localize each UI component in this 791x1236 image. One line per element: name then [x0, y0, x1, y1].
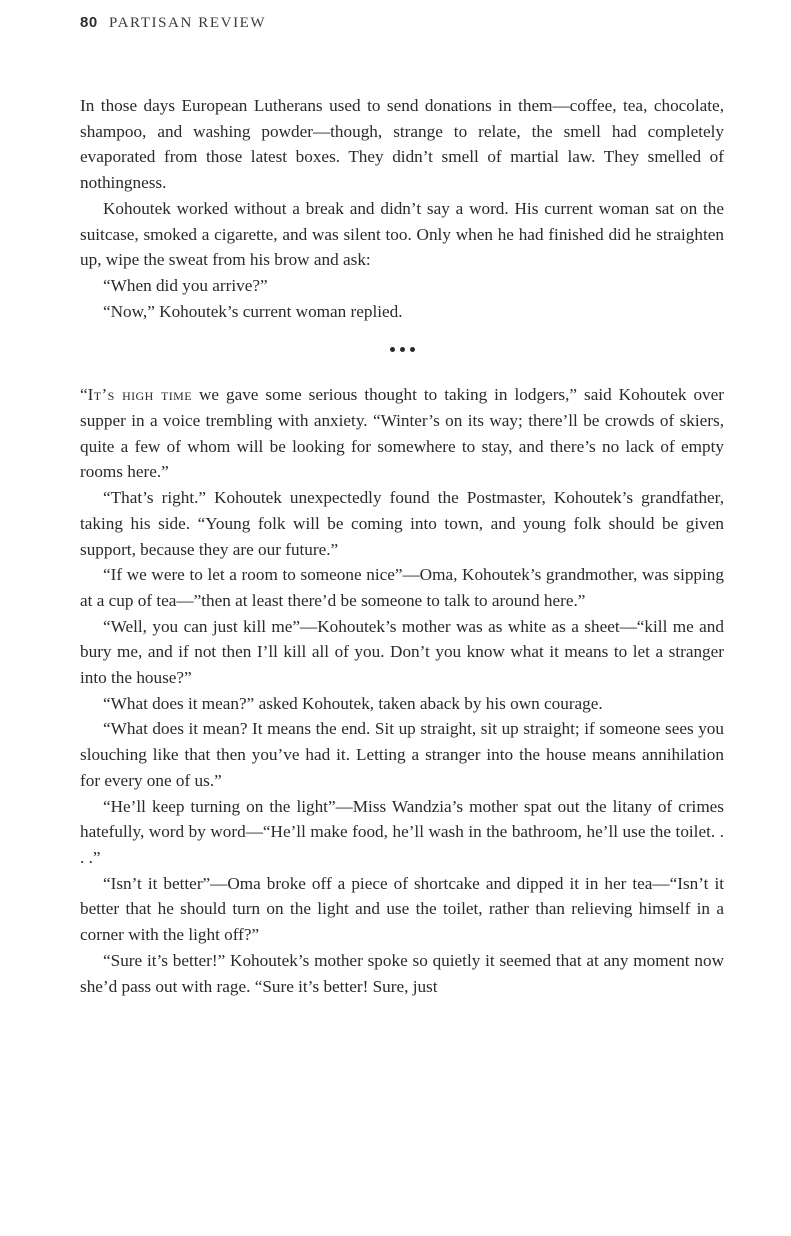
page-number: 80 [80, 14, 98, 31]
opening-text: we gave some serious thought to taking in lodgers,” said Kohoutek over supper in a voice trembling with anxiety. “Winter’s on its way; there’ll be crowds of skiers, quite a few of whom will be looking for somewhere to stay, and there’s no lack of empty rooms here.” [80, 385, 724, 482]
section-break-dot [390, 347, 395, 352]
paragraph: “He’ll keep turning on the light”—Miss Wandzia’s mother spat out the litany of crimes hatefully, word by word—“He’ll make food, he’ll wash in the bathroom, he’ll use the toilet. . . .” [80, 796, 724, 867]
opening-paragraph [80, 382, 724, 485]
paragraph: “Sure it’s better!” Kohoutek’s mother spoke so quietly it seemed that at any moment now she’d pass out with rage. “Sure it’s better! Sure, just [80, 950, 724, 996]
paragraph: Kohoutek worked without a break and didn’t say a word. His current woman sat on the suitcase, smoked a cigarette, and was silent too. Only when he had finished did he straighten up, wipe the sweat from his brow and ask: [80, 198, 724, 270]
paragraph: “Well, you can just kill me”—Kohoutek’s mother was as white as a sheet—“kill me and bury me, and if not then I’ll kill all of you. Don’t you know what it means to let a stranger into the house?” [80, 616, 724, 688]
opening-quote: “ [80, 385, 88, 405]
paragraph: “If we were to let a room to someone nice”—Oma, Kohoutek’s grandmother, was sipping at a cup of tea—”then at least there’d be someone to talk to around here.” [80, 565, 724, 610]
paragraph: “Now,” Kohoutek’s current woman replied. [103, 301, 403, 321]
article-body [80, 93, 724, 999]
section-break [80, 328, 724, 380]
paragraph: In those days European Lutherans used to send donations in them—coffee, tea, chocolate, shampoo, and washing powder—though, strange to relate, the smell had completely evaporated from those latest boxes. They didn’t smell of martial law. They smelled of nothingness. [80, 96, 724, 193]
section-1 [80, 93, 724, 324]
journal-title: PARTISAN REVIEW [109, 15, 267, 31]
paragraph: “That’s right.” Kohoutek unexpectedly found the Postmaster, Kohoutek’s grandfather, taking his side. “Young folk will be coming into town, and young folk should be given support, because they are our future.” [80, 488, 724, 559]
small-caps-lead: It’s high time [87, 385, 192, 405]
paragraph: “What does it mean?” asked Kohoutek, taken aback by his own courage. [103, 693, 603, 713]
section-break-dot [410, 347, 415, 352]
section-2 [80, 382, 724, 999]
paragraph: “Isn’t it better”—Oma broke off a piece of shortcake and dipped it in her tea—“Isn’t it better that he should turn on the light and use the toilet, rather than relieving himself in a corner with the light off?” [80, 873, 724, 945]
section-break-dot [400, 347, 405, 352]
paragraph: “What does it mean? It means the end. Sit up straight, sit up straight; if someone sees you slouching like that then you’ve had it. Letting a stranger into the house means annihilation for every one of us.” [80, 719, 724, 790]
paragraph: “When did you arrive?” [103, 275, 268, 295]
running-head [80, 14, 266, 32]
